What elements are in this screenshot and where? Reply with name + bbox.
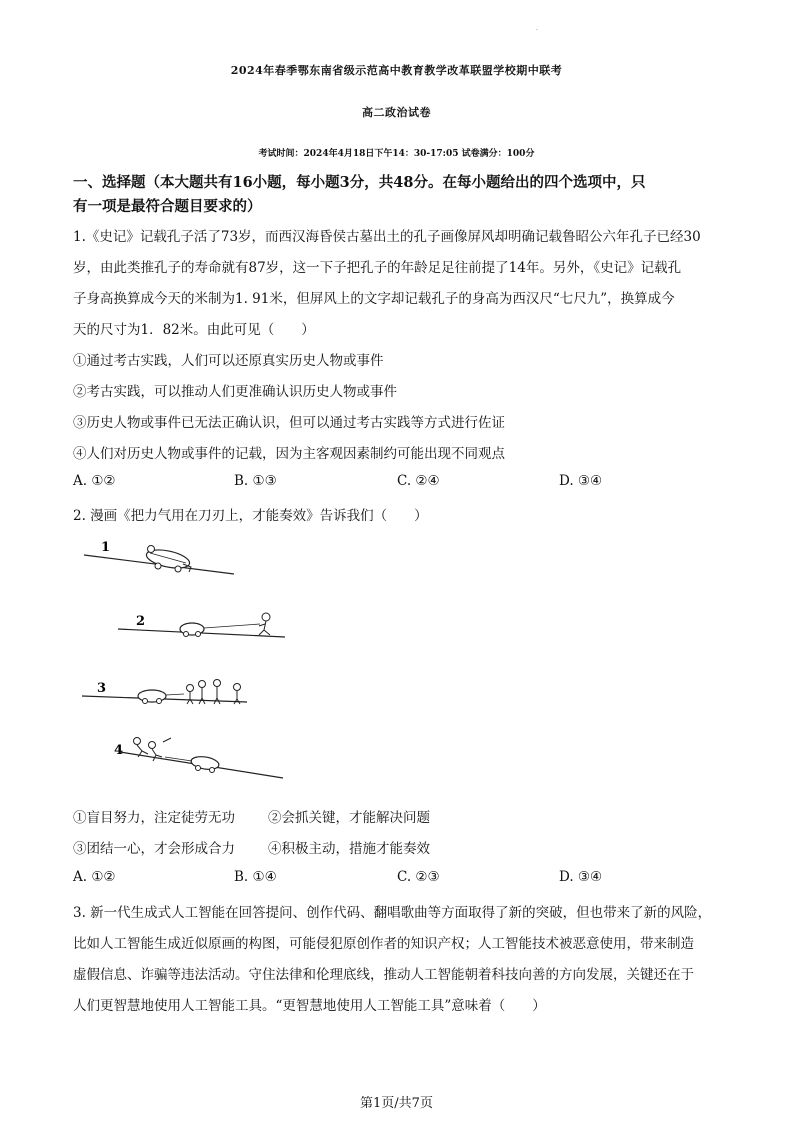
q2-option-c: C. ②③	[397, 869, 440, 885]
q1-statement: ③历史人物或事件已无法正确认识，但可以通过考古实践等方式进行佐证	[73, 415, 505, 431]
q1-option-d: D. ③④	[559, 473, 603, 489]
cart-team-icon	[138, 680, 241, 705]
q3-stem-line: 人们更智慧地使用人工智能工具。“更智慧地使用人工智能工具”意味着（ ）	[73, 998, 546, 1014]
q1-stem-line: 岁，由此类推孔子的寿命就有87岁，这一下子把孔子的年龄足足往前提了14年。另外，《史记》记载孔	[73, 260, 682, 276]
panel-number-2: 2	[136, 614, 146, 629]
q2-option-b: B. ①④	[234, 869, 277, 885]
q2-option-a: A. ①②	[73, 869, 116, 885]
q2-statement: ②会抓关键，才能解决问题	[268, 810, 430, 826]
q2-statement: ③团结一心，才会形成合力	[73, 841, 235, 857]
q1-option-b: B. ①③	[234, 473, 277, 489]
q1-option-a: A. ①②	[73, 473, 116, 489]
q3-stem-line: 虚假信息、诈骗等违法活动。守住法律和伦理底线，推动人工智能朝着科技向善的方向发展，关键还在于	[73, 967, 694, 983]
q1-stem-line: 1.《史记》记载孔子活了73岁，而西汉海昏侯古墓出土的孔子画像屏风却明确记载鲁昭公六年孔子已经30	[73, 229, 701, 245]
panel-number-4: 4	[114, 743, 124, 758]
q1-stem-line: 子身高换算成今天的米制为1. 91米，但屏风上的文字却记载孔子的身高为西汉尺“七尺九”，换算成今	[73, 291, 675, 307]
panel-number-1: 1	[101, 540, 111, 555]
scan-dot: ·	[536, 27, 538, 34]
q1-statement: ①通过考古实践，人们可以还原真实历史人物或事件	[73, 353, 384, 369]
exam-info: 考试时间：2024年4月18日下午14：30-17:05 试卷满分：100分	[258, 149, 535, 159]
q1-statement: ④人们对历史人物或事件的记载，因为主客观因素制约可能出现不同观点	[73, 446, 505, 462]
q1-statement: ②考古实践，可以推动人们更准确认识历史人物或事件	[73, 384, 397, 400]
cart-pull-icon	[180, 613, 270, 637]
q2-stem: 2. 漫画《把力气用在刀刃上，才能奏效》告诉我们（ ）	[73, 508, 428, 524]
panel-number-3: 3	[97, 681, 107, 696]
section-heading-line1: 一、选择题（本大题共有16小题，每小题3分，共48分。在每小题给出的四个选项中，只	[73, 174, 646, 191]
section-heading-line2: 有一项是最符合题目要求的）	[73, 198, 262, 215]
q1-stem-line: 天的尺寸为1．82米。由此可见（ ）	[73, 322, 315, 338]
q3-stem-line: 3. 新一代生成式人工智能在回答提问、创作代码、翻唱歌曲等方面取得了新的突破，但也带来了新的风险，	[73, 905, 712, 921]
q2-statement: ④积极主动，措施才能奏效	[268, 841, 430, 857]
q2-option-d: D. ③④	[559, 869, 603, 885]
q1-option-c: C. ②④	[397, 473, 440, 489]
exam-subtitle: 高二政治试卷	[362, 106, 431, 119]
page-footer: 第1页/共7页	[360, 1096, 433, 1111]
cart-struggle-icon	[134, 738, 220, 773]
exam-title: 2024年春季鄂东南省级示范高中教育教学改革联盟学校期中联考	[230, 64, 563, 77]
q2-statement: ①盲目努力，注定徒劳无功	[73, 810, 235, 826]
q3-stem-line: 比如人工智能生成近似原画的构图，可能侵犯原创作者的知识产权；人工智能技术被恶意使用，带来制造	[73, 936, 694, 952]
